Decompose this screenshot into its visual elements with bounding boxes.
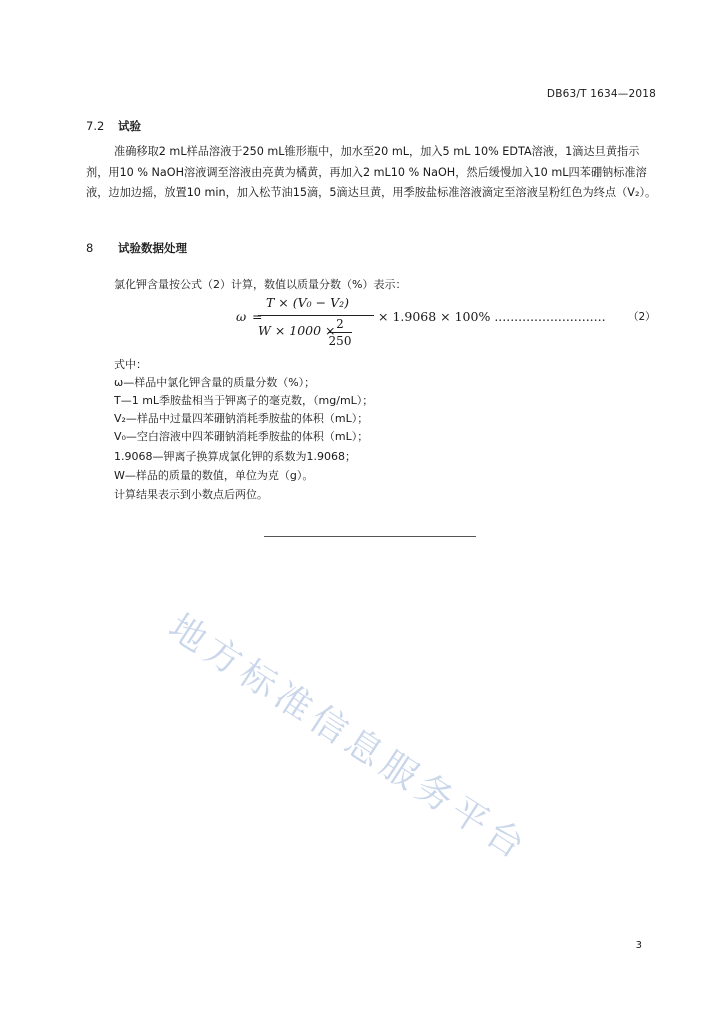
- small-fraction-bar: [328, 332, 352, 333]
- definition-v0: V₀—空白溶液中四苯硼钠消耗季胺盐的体积（mL）；: [114, 430, 369, 443]
- definition-w: W—样品的质量的数值，单位为克（g）。: [114, 469, 314, 482]
- formula-lhs: ω: [236, 309, 247, 324]
- where-label: 式中：: [114, 358, 147, 371]
- definition-omega: ω—样品中氯化钾含量的质量分数（%）；: [114, 376, 316, 389]
- section-title: 试验: [118, 119, 142, 133]
- section-heading-8: [86, 240, 187, 256]
- end-rule: [264, 536, 476, 537]
- section-title: 试验数据处理: [118, 241, 188, 255]
- formula-numerator: T × (V₀ − V₂): [266, 295, 350, 310]
- rounding-note: 计算结果表示到小数点后两位。: [114, 488, 268, 501]
- formula-factor: × 1.9068 × 100% ............................: [378, 309, 606, 324]
- section-number: 8: [86, 241, 94, 255]
- watermark: 地方标准信息服务平台: [161, 606, 536, 870]
- definition-coefficient: 1.9068—钾离子换算成氯化钾的系数为1.9068；: [114, 450, 356, 463]
- formula-intro: 氯化钾含量按公式（2）计算，数值以质量分数（%）表示：: [114, 278, 407, 291]
- formula-equals: =: [252, 309, 263, 324]
- section-number: 7.2: [86, 119, 105, 133]
- formula-2: [230, 293, 660, 355]
- formula-denominator: W × 1000 ×: [258, 323, 336, 338]
- test-procedure-paragraph: 准确移取2 mL样品溶液于250 mL锥形瓶中，加水至20 mL，加入5 mL 10% EDTA溶液，1滴达旦黄指示剂，用10 % NaOH溶液调至溶液由亮黄为橘黄，再加入2 mL10 % NaOH，然后缓慢加入10 mL四苯硼钠标准溶液，边加边摇，放置10 min，加入松节油15滴，5滴达旦黄，用季胺盐标准溶液滴定至溶液呈粉红色为终点（V₂）。: [86, 145, 657, 199]
- page-number: 3: [635, 940, 642, 951]
- formula-number: （2）: [628, 311, 656, 323]
- definition-v2: V₂—样品中过量四苯硼钠消耗季胺盐的体积（mL）；: [114, 412, 369, 425]
- standard-code: DB63/T 1634—2018: [546, 88, 656, 100]
- section-heading-7-2: [86, 118, 141, 134]
- small-fraction-numerator: 2: [336, 317, 344, 331]
- small-fraction-denominator: 250: [328, 334, 352, 348]
- formula-fraction-bar: [258, 315, 374, 316]
- definition-t: T—1 mL季胺盐相当于钾离子的毫克数，（mg/mL）；: [114, 394, 374, 407]
- formula-small-fraction: [328, 317, 352, 348]
